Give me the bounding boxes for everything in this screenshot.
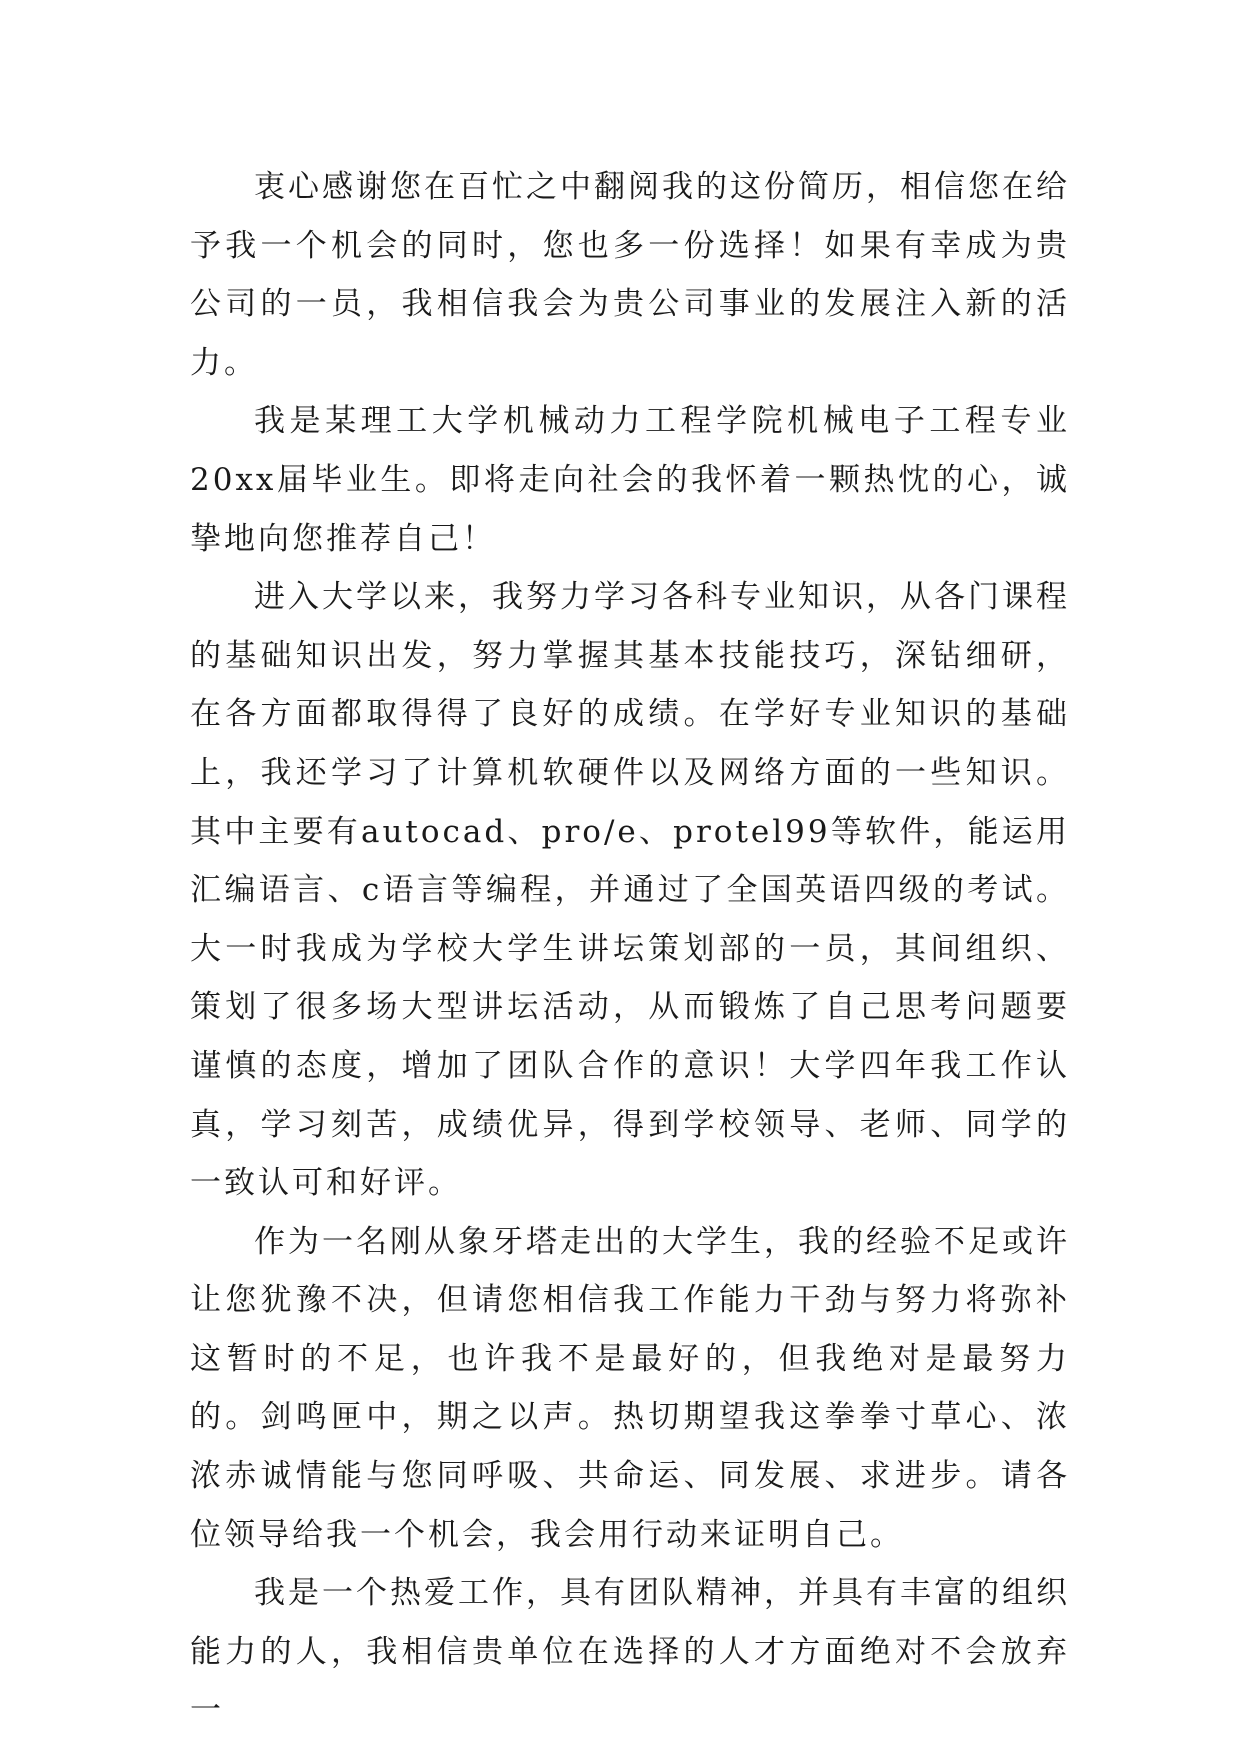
paragraph-self-description: 我是一个热爱工作，具有团队精神，并具有丰富的组织能力的人，我相信贵单位在选择的人才方面绝对不会放弃一 <box>190 1575 1070 1729</box>
paragraph-gratitude: 衷心感谢您在百忙之中翻阅我的这份简历，相信您在给予我一个机会的同时，您也多一份选择！如果有幸成为贵公司的一员，我相信我会为贵公司事业的发展注入新的活力。 <box>190 169 1070 381</box>
paragraph-university-experience: 进入大学以来，我努力学习各科专业知识，从各门课程的基础知识出发，努力掌握其基本技能技巧，深钻细研，在各方面都取得得了良好的成绩。在学好专业知识的基础上，我还学习了计算机软硬件以及网络方面的一些知识。其中主要有autocad、pro/e、protel99等软件，能运用汇编语言、c语言等编程，并通过了全国英语四级的考试。大一时我成为学校大学生讲坛策划部的一员，其间组织、策划了很多场大型讲坛活动，从而锻炼了自己思考问题要谨慎的态度，增加了团队合作的意识！大学四年我工作认真，学习刻苦，成绩优异，得到学校领导、老师、同学的一致认可和好评。 <box>190 579 1070 1202</box>
paragraph-introduction: 我是某理工大学机械动力工程学院机械电子工程专业20xx届毕业生。即将走向社会的我怀着一颗热忱的心，诚挚地向您推荐自己！ <box>190 403 1070 557</box>
paragraph-commitment: 作为一名刚从象牙塔走出的大学生，我的经验不足或许让您犹豫不决，但请您相信我工作能力干劲与努力将弥补这暂时的不足，也许我不是最好的，但我绝对是最努力的。剑鸣匣中，期之以声。热切期望我这拳拳寸草心、浓浓赤诚情能与您同呼吸、共命运、同发展、求进步。请各位领导给我一个机会，我会用行动来证明自己。 <box>190 1223 1070 1553</box>
body-text <box>190 158 1070 1740</box>
